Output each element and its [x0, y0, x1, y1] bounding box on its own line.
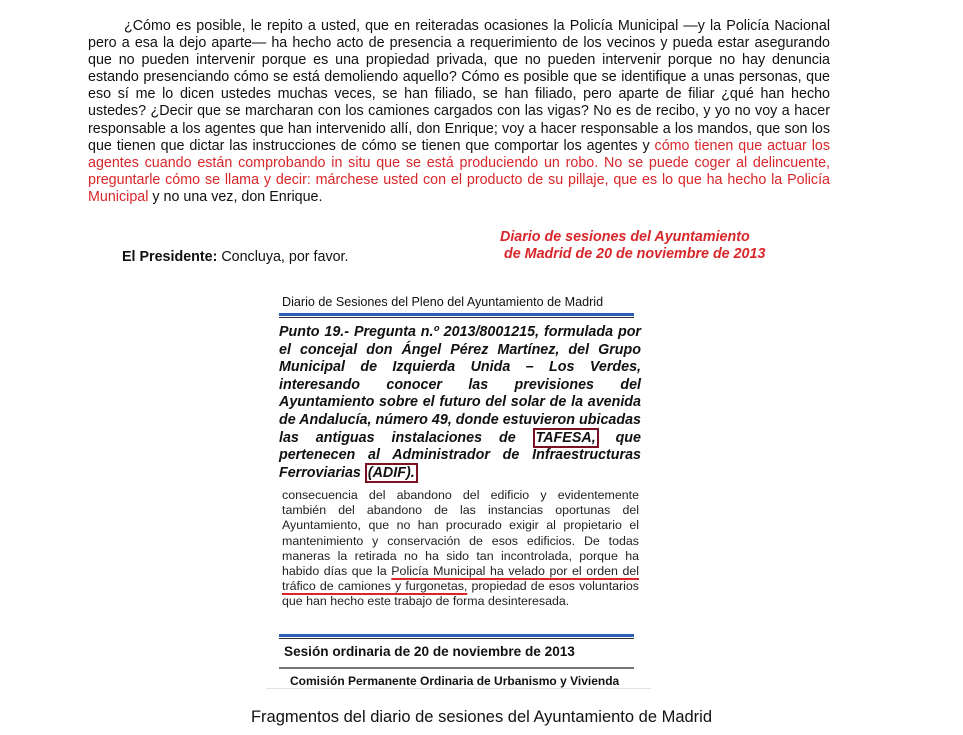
agenda-item-text-2: que pertenecen al Administrador de Infraestructuras Ferroviarias [279, 429, 641, 481]
clipping-body-text-2: propiedad de esos voluntarios que han hecho este trabajo de forma desinteresada. [282, 579, 639, 609]
speech-highlight-red: cómo tienen que actuar los agentes cuando están comprobando in situ que se está produciendo un robo. No se puede coger al delincuente, preguntarle cómo se llama y decir: márchese usted con el producto de su pillaje, que es lo que ha hecho la Policía Municipal [88, 137, 831, 205]
speech-excerpt [88, 18, 830, 206]
clipping-bottom-edge [266, 688, 651, 689]
agenda-item [279, 324, 641, 482]
header-rule-black [279, 317, 634, 318]
header-rule-blue [279, 313, 634, 316]
session-rule-blue [279, 634, 634, 637]
president-label: El Presidente: [122, 249, 218, 265]
commission-title: Comisión Permanente Ordinaria de Urbanismo y Vivienda [290, 674, 620, 688]
clipping-header: Diario de Sesiones del Pleno del Ayuntamiento de Madrid [282, 295, 604, 309]
clipping-body-text-1: consecuencia del abandono del edificio y evidentemente también del abandono de las instancias oportunas del Ayuntamiento, que no han procurado exigir al propietario el mantenimiento y conservación de esos edificios. De todas maneras la retirada no ha sido tan incontrolada, porque ha habido días que la [282, 488, 639, 579]
speech-text: ¿Cómo es posible, le repito a usted, que en reiteradas ocasiones la Policía Municipal —y la Policía Nacional pero a esa la dejo aparte— ha hecho acto de presencia a requerimiento de los vecinos y pueda estar asegurando que no pueden intervenir porque es una propiedad privada, que no pueden intervenir porque no hay denuncia estando presenciando cómo se está demoliendo aquello? Cómo es posible que se identifique a unas personas, que eso sí me lo dicen ustedes muchas veces, se han filiado, se han filiado, pero aparte de filiar ¿qué han hecho ustedes? ¿Decir que se marcharan con los camiones cargados con las vigas? No es de recibo, y yo no voy a hacer responsable a los agentes que han intervenido allí, don Enrique; voy a hacer responsable a los mandos, que son los que tienen que dictar las instrucciones de cómo se tienen que comportar los agentes y [88, 18, 830, 154]
adif-boxed: (ADIF). [365, 463, 418, 483]
tafesa-boxed: TAFESA, [533, 428, 599, 448]
president-text: Concluya, por favor. [217, 249, 349, 265]
speech-paragraph [88, 18, 830, 206]
session-rule-black [279, 638, 634, 639]
agenda-item-text-1: Punto 19.- Pregunta n.º 2013/8001215, formulada por el concejal don Ángel Pérez Martínez, del Grupo Municipal de Izquierda Unida – Los Verdes, interesando conocer las previsiones del Ayuntamiento sobre el futuro del solar de la avenida de Andalucía, número 49, donde estuvieron ubicadas las antiguas instalaciones de [279, 324, 641, 446]
source-caption-line-1: Diario de sesiones del Ayuntamiento [500, 229, 750, 245]
clipping-body [282, 488, 639, 610]
figure-caption: Fragmentos del diario de sesiones del Ayuntamiento de Madrid [250, 708, 713, 726]
president-line [122, 249, 348, 265]
session-rule-gray [279, 667, 634, 669]
source-caption [500, 229, 765, 263]
clipping-underlined: Policía Municipal ha velado por el orden del tráfico de camiones y furgonetas, [282, 564, 640, 594]
source-caption-line-2: de Madrid de 20 de noviembre de 2013 [504, 246, 766, 262]
session-title: Sesión ordinaria de 20 de noviembre de 2013 [284, 644, 575, 659]
speech-text-end: y no una vez, don Enrique. [148, 188, 323, 205]
document-clipping [266, 292, 651, 690]
